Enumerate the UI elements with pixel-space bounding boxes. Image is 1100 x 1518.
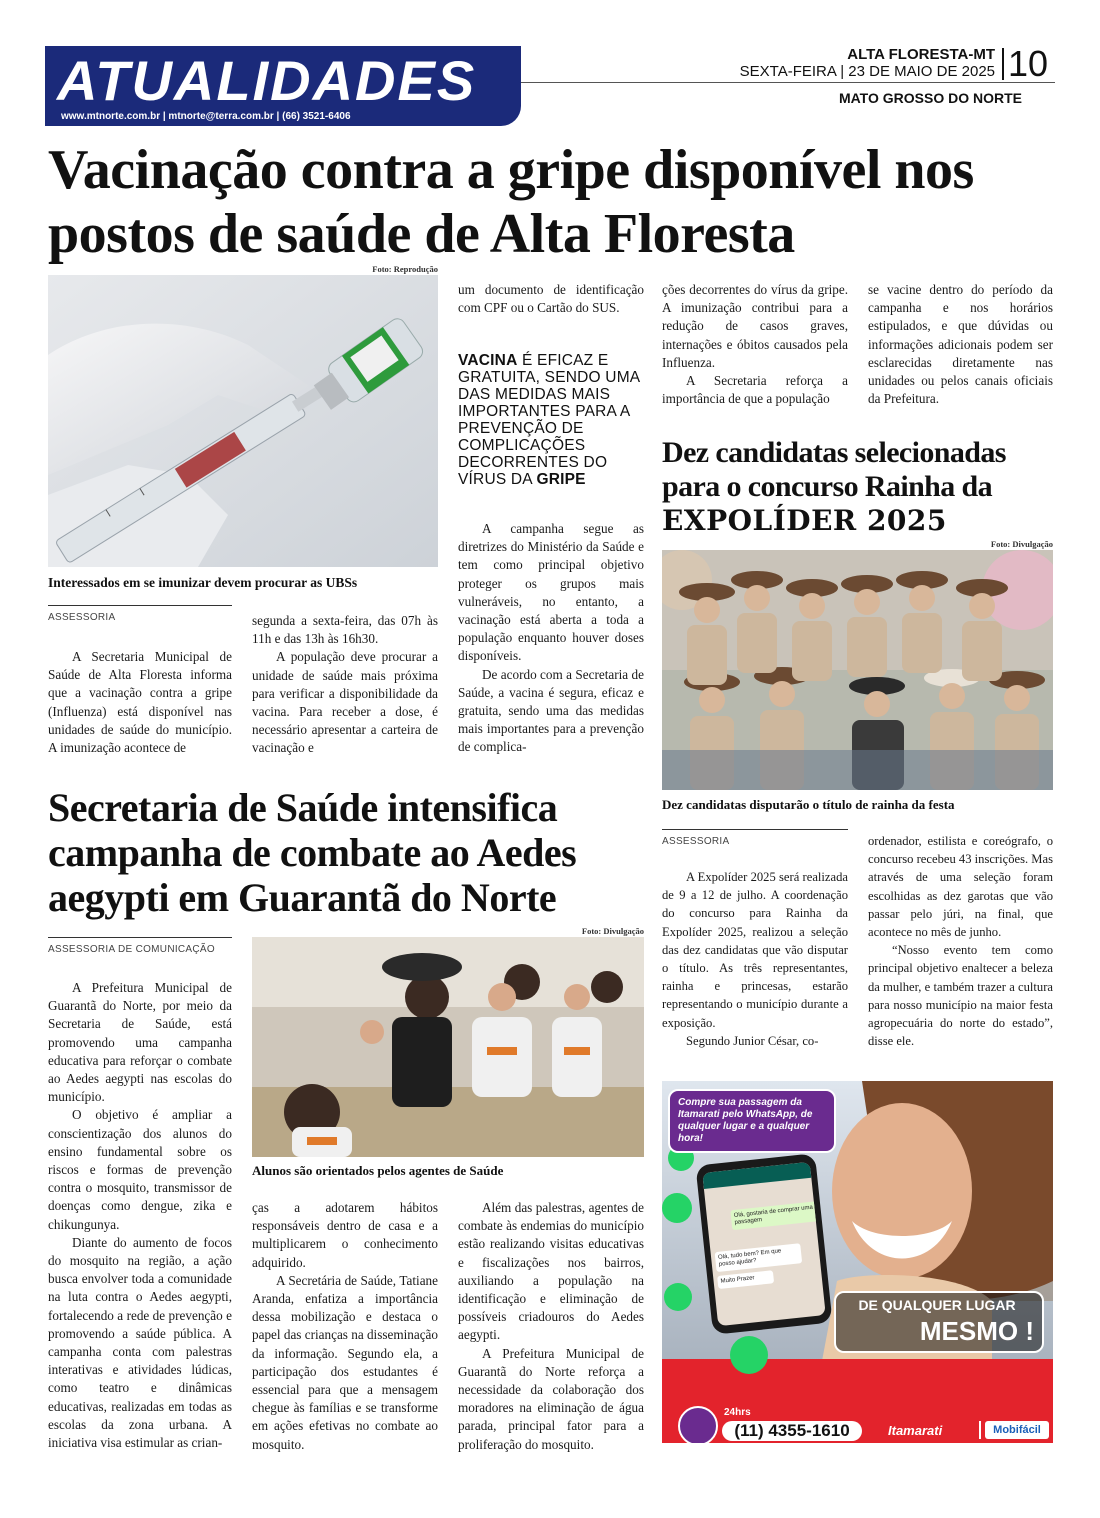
article2-col2-p1: ordenador, estilista e coreógrafo, o concurso recebeu 43 inscrições. Mas através de uma seleção foram escolhidas as dez garotas que vão passar pelo júri, na final, que acontece no mês de junho. [868, 834, 1053, 940]
article1-col5 [868, 281, 1053, 408]
article1-col2-p1: segunda a sexta-feira, das 07h às 11h e das 13h às 16h30. [252, 613, 438, 647]
date: SEXTA-FEIRA | 23 DE MAIO DE 2025 [739, 63, 995, 80]
article3-col1-p3: Diante do aumento de focos do mosquito na região, a ação busca envolver toda a comunidade na luta contra o Aedes aegypti, fortalecendo a rede de prevenção e promovendo a saúde pública. A campanha conta com palestras interativas e atividades lúdicas, como teatro e dinâmicas educativas, realizadas em todas as escolas da zona urbana. A iniciativa visa estimular as crian- [48, 1234, 232, 1451]
phone-call-icon [678, 1406, 718, 1443]
article3-caption: Alunos são orientados pelos agentes de Saúde [252, 1163, 504, 1178]
article3-col2-p1: ças a adotarem hábitos responsáveis dentro de casa e a multiplicarem o conhecimento adquirido. [252, 1200, 438, 1270]
candidates-photo [662, 550, 1053, 790]
article1-col3-p2: De acordo com a Secretaria de Saúde, a vacina é segura, eficaz e gratuita, sendo uma das medidas mais importantes para a prevenção de complica- [458, 666, 644, 755]
pullquote-lead: VACINA [458, 352, 518, 369]
ad-bubble: Compre sua passagem da Itamarati pelo WhatsApp, de qualquer lugar e a qualquer hora! [668, 1089, 836, 1153]
ad-phone[interactable]: (11) 4355-1610 [722, 1421, 862, 1441]
phone-mockup [695, 1153, 832, 1335]
ad-slogan-small: DE QUALQUER LUGAR [858, 1297, 1016, 1313]
students-photo [252, 937, 644, 1157]
header-rule [521, 82, 1055, 83]
whatsapp-icon [730, 1336, 768, 1374]
article2-headline-text: Dez candidatas selecionadas para o concurso Rainha da [662, 436, 1006, 503]
brand-divider [979, 1421, 981, 1439]
article1-caption: Interessados em se imunizar devem procurar as UBSs [48, 575, 358, 590]
article3-col3 [458, 1199, 644, 1454]
masthead-contacts: www.mtnorte.com.br | mtnorte@terra.com.br | (66) 3521-6406 [61, 111, 351, 122]
chat-message-received-2: Muito Prazer [717, 1270, 774, 1289]
article1-byline: ASSESSORIA [48, 605, 232, 623]
vaccine-illustration [48, 275, 438, 567]
article3-photo-credit: Foto: Divulgação [581, 926, 644, 936]
article3-col2-p2: A Secretária de Saúde, Tatiane Aranda, enfatiza a importância dessa mobilização e destaca o papel das crianças na disseminação da informação. Segundo ela, a participação dos estudantes é essencial para que a mensagem chegue às famílias e se transforme em ações efetivas no combate ao mosquito. [252, 1272, 439, 1452]
article1-col3-bottom [458, 520, 644, 757]
article2-col2 [868, 832, 1053, 1050]
page-number: 10 [1008, 43, 1049, 84]
pullquote [458, 352, 644, 488]
article2-col1 [662, 868, 848, 1050]
brand-itamarati: Itamarati [888, 1423, 943, 1438]
section-title: ATUALIDADES [57, 49, 477, 112]
article1-col4-p2: A Secretaria reforça a importância de que a população [662, 373, 848, 407]
phone-screen [702, 1162, 826, 1326]
article2-col2-p2: “Nosso evento tem como principal objetivo enaltecer a beleza da mulher, e também trazer a cultura para nosso município na maior festa agropecuária do norte do estado”, disse ele. [868, 943, 1053, 1049]
page-divider [1002, 48, 1004, 80]
article1-col2-p2: A população deve procurar a unidade de saúde mais próxima para verificar a disponibilidade da vacina. Para receber a dose, é necessário apresentar a carteira de vacinação e [252, 649, 438, 756]
article2-caption: Dez candidatas disputarão o título de rainha da festa [662, 797, 955, 812]
pullquote-end: GRIPE [536, 471, 586, 488]
article1-col3-p1: A campanha segue as diretrizes do Ministério da Saúde e tem como principal objetivo proteger os grupos mais vulneráveis, no entanto, a vacinação está aberta a toda a população enquanto houver doses disponíveis. [458, 521, 644, 664]
ad-hours: 24hrs [724, 1407, 751, 1418]
candidates-illustration [662, 550, 1053, 790]
city: ALTA FLORESTA-MT [847, 46, 995, 63]
article1-col3-top [458, 281, 644, 317]
masthead [45, 43, 1055, 128]
vaccine-photo [48, 275, 438, 567]
article2-headline [662, 436, 1057, 538]
article3-col3-p1: Além das palestras, agentes de combate às endemias do município estão realizando visitas educativas e fiscalizações nos bairros, auxiliando a população na identificação e eliminação de possíveis criadouros do Aedes aegypti. [458, 1200, 644, 1343]
brand-mobifacil: Mobifácil [985, 1421, 1049, 1439]
article3-col1-p2: O objetivo é ampliar a conscientização dos alunos do ensino fundamental sobre os riscos e formas de prevenção contra o mosquito, transmissor de doenças como dengue, zika e chikungunya. [48, 1107, 232, 1232]
itamarati-ad[interactable] [662, 1081, 1053, 1443]
article2-headline-event: EXPOLÍDER 2025 [662, 504, 947, 537]
whatsapp-icon [664, 1283, 692, 1311]
chat-message-sent: Olá, gostaria de comprar uma passagem [730, 1201, 818, 1230]
article1-col4 [662, 281, 848, 408]
article1-photo-credit: Foto: Reprodução [372, 264, 438, 274]
chat-message-received: Olá, tudo bem? Em que posso ajudar? [715, 1243, 803, 1272]
article1-col1-p1: A Secretaria Municipal de Saúde de Alta Floresta informa que a vacinação contra a gripe (Influenza) está disponível nas unidades de saúde do município. A imunização acontece de [48, 649, 232, 756]
article3-headline: Secretaria de Saúde intensifica campanha de combate ao Aedes aegypti em Guarantã do Norte [48, 785, 577, 920]
article1-col3-top-text: um documento de identificação com CPF ou o Cartão do SUS. [458, 282, 644, 316]
article2-col1-p2: Segundo Junior César, co- [686, 1033, 819, 1048]
article2-photo-credit: Foto: Divulgação [990, 539, 1053, 549]
chat-header [702, 1162, 811, 1189]
article1-col2 [252, 612, 438, 758]
article1-headline: Vacinação contra a gripe disponível nos postos de saúde de Alta Floresta [48, 139, 974, 265]
article3-col3-p2: A Prefeitura Municipal de Guarantã do Norte reforça a necessidade da colaboração dos moradores na eliminação de água parada, principal fator para a proliferação do mosquito. [458, 1345, 644, 1452]
pullquote-text: É EFICAZ E GRATUITA, SENDO UMA DAS MEDIDAS MAIS IMPORTANTES PARA A PREVENÇÃO DE COMPLICAÇÕES DECORRENTES DO VÍRUS DA [458, 352, 640, 488]
article3-col1-p1: A Prefeitura Municipal de Guarantã do Norte, por meio da Secretaria de Saúde, está promovendo uma campanha educativa para reforçar o combate ao Aedes aegypti nas escolas do município. [48, 980, 232, 1105]
article1-col1 [48, 648, 232, 757]
article2-col1-p1: A Expolíder 2025 será realizada de 9 a 12 de julho. A coordenação do concurso para Rainha da Expolíder 2025, realizou a seleção das dez candidatas que vão disputar o título. As três representantes, rainha e princesas, estarão representando o município durante a exposição. [662, 870, 848, 1030]
article1-col4-p1: ções decorrentes do vírus da gripe. A imunização contribui para a redução de casos graves, internações e óbitos causados pela Influenza. [662, 282, 848, 370]
article1-col5-p1: se vacine dentro do período da campanha e nos horários estipulados, e que dúvidas ou informações adicionais podem ser esclarecidas diretamente nas unidades ou pelos canais oficiais da Prefeitura. [868, 282, 1053, 407]
students-illustration [252, 937, 644, 1157]
article3-col1 [48, 979, 232, 1452]
article2-byline: ASSESSORIA [662, 829, 848, 847]
whatsapp-icon [662, 1193, 692, 1223]
paper-name: MATO GROSSO DO NORTE [838, 90, 1022, 106]
ad-slogan-big: MESMO ! [919, 1316, 1034, 1346]
article3-byline: ASSESSORIA DE COMUNICAÇÃO [48, 937, 232, 955]
article3-col2 [252, 1199, 438, 1454]
